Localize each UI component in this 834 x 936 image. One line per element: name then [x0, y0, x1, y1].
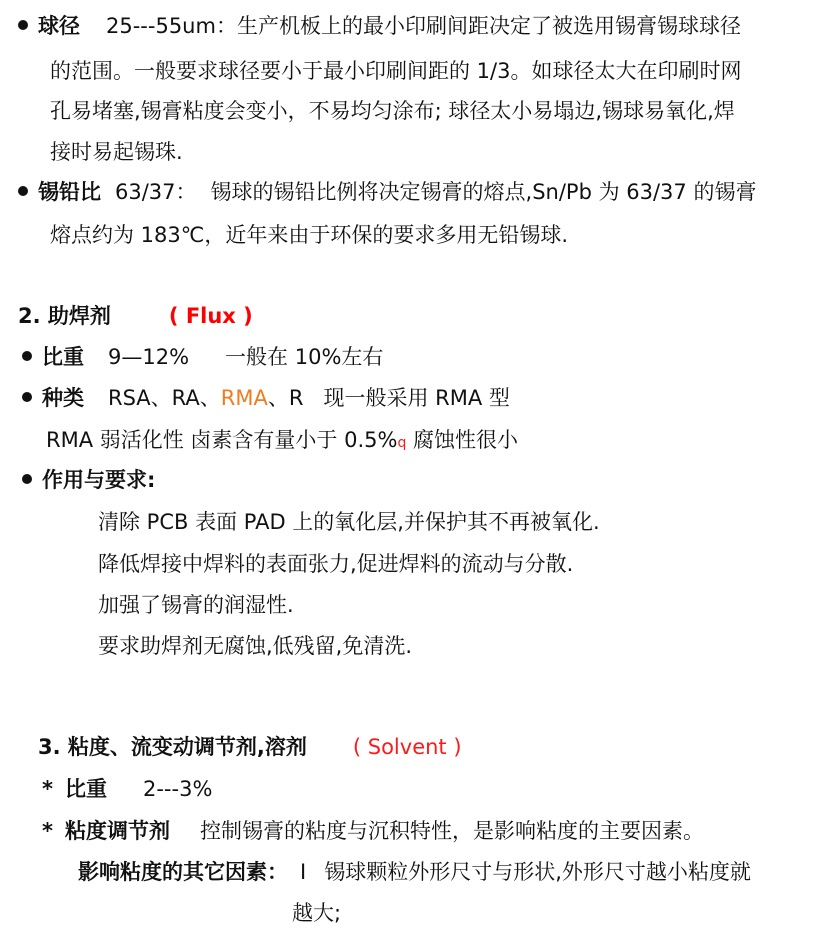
- bullet-icon: [22, 351, 32, 361]
- flux-types-line2-tail: 腐蚀性很小: [406, 428, 519, 452]
- ball-size-label: 球径: [38, 14, 80, 38]
- ball-size-text-0: 生产机板上的最小印刷间距决定了被选用锡膏锡球球径: [236, 14, 741, 38]
- solvent-heading-title: 3. 粘度、流变动调节剂,溶剂: [38, 735, 307, 759]
- flux-function-item: 清除 PCB 表面 PAD 上的氧化层,并保护其不再被氧化.: [98, 510, 600, 534]
- bullet-icon: [22, 474, 32, 484]
- bullet-icon: [18, 186, 28, 196]
- solvent-heading-en: ( Solvent ): [352, 735, 462, 759]
- star-marker: *: [42, 819, 53, 843]
- flux-types-line2: [46, 426, 518, 457]
- tin-lead-text-0: 锡球的锡铅比例将决定锡膏的熔点,Sn/Pb 为 63/37 的锡膏: [210, 180, 757, 204]
- tin-lead-value: 63/37：: [115, 180, 197, 204]
- solvent-viscosity-label: 粘度调节剂: [64, 819, 170, 843]
- tin-lead-row: [18, 178, 756, 206]
- flux-types-line2-mark: q: [397, 435, 407, 451]
- flux-types-v3: 、R: [267, 386, 304, 410]
- flux-heading-en: ( Flux ): [168, 304, 253, 328]
- solvent-viscosity-row: [42, 817, 704, 845]
- flux-heading: [18, 302, 253, 330]
- ball-size-value: 25---55um：: [106, 14, 237, 38]
- flux-gravity-note: 一般在 10%左右: [225, 345, 384, 369]
- flux-gravity-row: [22, 343, 383, 371]
- flux-types-rma: RMA: [220, 386, 268, 410]
- other-factors-label: 影响粘度的其它因素：: [78, 860, 288, 884]
- flux-function-item: 要求助焊剂无腐蚀,低残留,免清洗.: [98, 634, 413, 658]
- other-factors-line2: 越大;: [292, 901, 342, 925]
- tin-lead-text-1: 熔点约为 183℃，近年来由于环保的要求多用无铅锡球.: [50, 223, 569, 247]
- ball-size-text-1: 的范围。一般要求球径要小于最小印刷间距的 1/3。如球径太大在印刷时网: [50, 59, 742, 83]
- tin-lead-label: 锡铅比: [38, 180, 101, 204]
- ball-size-text-3: 接时易起锡珠.: [50, 140, 183, 164]
- flux-types-line2-text: RMA 弱活化性 卤素含有量小于 0.5%: [46, 428, 398, 452]
- other-factors-row: [78, 858, 751, 886]
- flux-function-label: 作用与要求:: [42, 468, 156, 492]
- flux-types-v1: RSA、RA、: [108, 386, 221, 410]
- ball-size-text-2: 孔易堵塞,锡膏粘度会变小，不易均匀涂布; 球径太小易塌边,锡球易氧化,焊: [50, 99, 735, 123]
- solvent-heading: [38, 733, 462, 761]
- flux-types-row: [22, 384, 510, 412]
- bullet-icon: [22, 392, 32, 402]
- solvent-gravity-label: 比重: [64, 777, 107, 801]
- star-marker: *: [42, 777, 53, 801]
- other-factors-marker: I: [300, 860, 307, 884]
- solvent-gravity-value: 2---3%: [142, 777, 213, 801]
- flux-types-label: 种类: [42, 386, 84, 410]
- solvent-viscosity-value: 控制锡膏的粘度与沉积特性，是影响粘度的主要因素。: [199, 819, 704, 843]
- flux-function-item: 降低焊接中焊料的表面张力,促进焊料的流动与分散.: [98, 552, 574, 576]
- flux-gravity-label: 比重: [42, 345, 84, 369]
- flux-heading-title: 2. 助焊剂: [18, 304, 111, 328]
- flux-gravity-value: 9—12%: [108, 345, 190, 369]
- solvent-gravity-row: [42, 775, 212, 803]
- bullet-icon: [18, 20, 28, 30]
- ball-size-row: [18, 12, 741, 40]
- flux-types-note: 现一般采用 RMA 型: [323, 386, 510, 410]
- other-factors-line1: 锡球颗粒外形尺寸与形状,外形尺寸越小粘度就: [324, 860, 751, 884]
- flux-function-item: 加强了锡膏的润湿性.: [98, 593, 294, 617]
- flux-function-row: [22, 466, 155, 494]
